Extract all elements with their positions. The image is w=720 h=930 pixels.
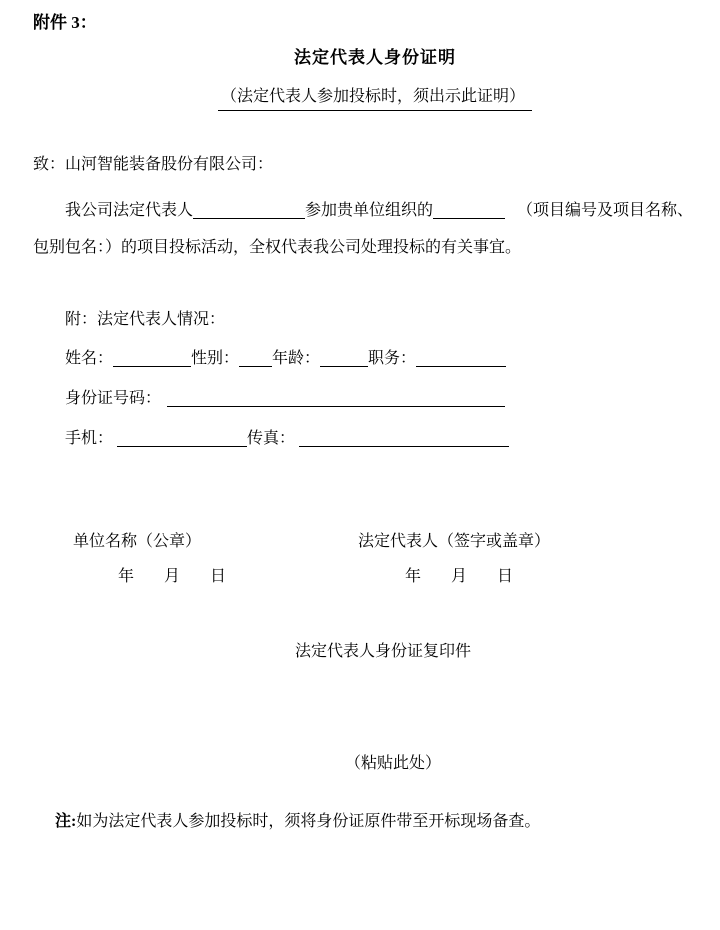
id-copy-title: 法定代表人身份证复印件 [295, 643, 472, 660]
job-label: 职务： [368, 350, 417, 367]
legal-rep-info-heading: 附：法定代表人情况： [65, 311, 226, 328]
subtitle-underlined-text: （法定代表人参加投标时，须出示此证明） [218, 83, 532, 111]
date-line-right: 年 月 日 [405, 568, 514, 585]
mobile-blank-line [117, 428, 247, 447]
fax-label: 传真： [247, 430, 296, 447]
body-paragraph-line2: 包别包名：）的项目投标活动，全权代表我公司处理投标的有关事宜。 [33, 239, 522, 256]
footnote [55, 808, 540, 831]
age-blank-line [320, 348, 368, 367]
paragraph-seg3: （项目编号及项目名称、 [517, 202, 694, 219]
id-number-line [65, 385, 505, 408]
paragraph-seg2: 参加贵单位组织的 [305, 202, 434, 219]
fax-blank-line [299, 428, 509, 447]
id-number-label: 身份证号码： [65, 390, 162, 407]
name-gender-age-job-line [65, 345, 506, 368]
rep-name-blank-line [193, 200, 305, 219]
gender-label: 性别： [191, 350, 240, 367]
mobile-fax-line [65, 425, 509, 448]
body-paragraph-line1 [65, 197, 693, 220]
legal-rep-signature-label: 法定代表人（签字或盖章） [358, 533, 551, 550]
mobile-label: 手机： [65, 430, 114, 447]
paragraph-seg1: 我公司法定代表人 [65, 202, 194, 219]
paste-here-note: （粘贴此处） [345, 755, 442, 772]
id-number-blank-line [167, 388, 505, 407]
document-subtitle [0, 83, 720, 111]
footnote-prefix: 注: [55, 813, 77, 830]
name-label: 姓名： [65, 350, 114, 367]
gender-blank-line [239, 348, 272, 367]
project-blank-line [433, 200, 505, 219]
job-blank-line [416, 348, 506, 367]
name-blank-line [113, 348, 191, 367]
addressee-line: 致：山河智能装备股份有限公司： [33, 156, 274, 173]
attachment-label: 附件 3： [33, 13, 97, 32]
footnote-text: 如为法定代表人参加投标时，须将身份证原件带至开标现场备查。 [76, 813, 541, 830]
age-label: 年龄： [272, 350, 321, 367]
date-line-left: 年 月 日 [118, 568, 227, 585]
unit-name-seal-label: 单位名称（公章） [73, 533, 202, 550]
document-title: 法定代表人身份证明 [294, 48, 456, 67]
